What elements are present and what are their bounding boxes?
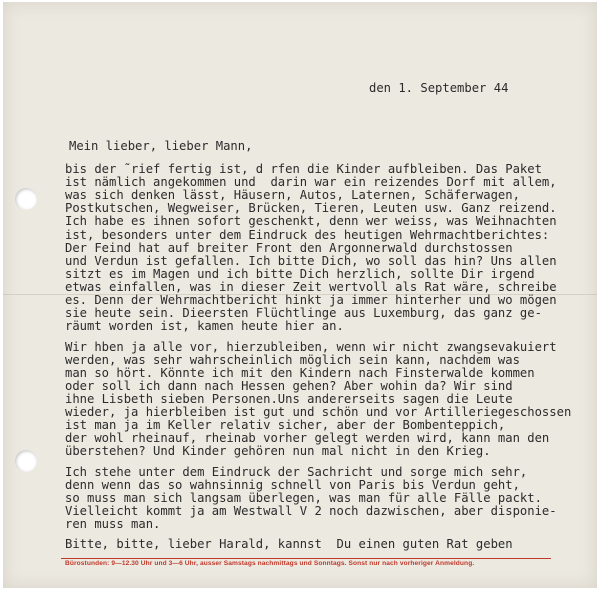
letter-line: ihne Lisbeth sieben Personen.Uns andererseits sagen die Leute (65, 391, 513, 406)
letter-line: und Verdun ist gefallen. Ich bitte Dich, wo soll das hin? Uns allen (65, 253, 557, 268)
letter-line: ren muss man. (65, 517, 161, 531)
letter-line: Ich habe es ihnen sofort geschenkt, denn wer weiss, was Weihnachten (65, 214, 557, 229)
letter-line: werden, was sehr wahrscheinlich möglich sein kann, nachdem was (65, 352, 520, 367)
footer-rule (61, 558, 551, 559)
letter-line: der wohl rheinauf, rheinab vorher gelegt werden wird, kann man den (65, 431, 550, 446)
letter-line: Wir hben ja alle vor, hierzubleiben, wenn wir nicht zwangsevakuiert (65, 339, 557, 354)
letter-line: überstehen? Und Kinder gehören nun mal nicht in den Krieg. (65, 444, 491, 459)
letter-line: Bitte, bitte, lieber Harald, kannst Du einen guten Rat geben (65, 537, 513, 552)
letter-line: wieder, ja hierbleiben ist gut und schön und vor Artilleriegeschossen (65, 405, 572, 419)
letter-page (3, 2, 597, 588)
letter-line: Ich stehe unter dem Eindruck der Sachricht und sorge mich sehr, (65, 464, 528, 479)
letter-line: denn wenn das so wahnsinnig schnell von Paris bis Verdun geht, (65, 477, 520, 492)
letter-line: Vielleicht kommt ja am Westwall V 2 noch dazwischen, aber disponie- (65, 503, 557, 518)
punch-hole-bottom (15, 450, 37, 472)
letter-date: den 1. September 44 (369, 81, 509, 95)
letter-line: ist man ja im Keller relativ sicher, aber der Bombenteppich, (65, 418, 506, 433)
letter-line: ist, besonders unter dem Eindruck des heutigen Wehrmachtberichtes: (65, 227, 550, 242)
letter-line: Postkutschen, Wegweiser, Brücken, Tieren, Leuten usw. Ganz reizend. (65, 201, 557, 216)
punch-hole-top (15, 188, 37, 210)
letter-line: etwas einfallen, was in dieser Zeit wertvoll als Rat wäre, schreibe (65, 279, 557, 294)
office-hours-note: Bürostunden: 9—12.30 Uhr und 3—6 Uhr, ausser Samstags nachmittags und Sonntags. Sonst nur nach vorheriger Anmeldung. (65, 560, 475, 567)
letter-line: so muss man sich langsam überlegen, was man für alle Fälle packt. (65, 490, 542, 505)
letter-line: oder soll ich dann nach Hessen gehen? Aber wohin da? Wir sind (65, 378, 513, 393)
letter-line: was sich denken lässt, Häusern, Autos, Laternen, Schäferwagen, (65, 188, 520, 203)
letter-line: man so hört. Könnte ich mit den Kindern nach Finsterwalde kommen (65, 365, 535, 380)
letter-line: Der Feind hat auf breiter Front den Argonnerwald durchstossen (65, 240, 513, 255)
letter-line: räumt worden ist, kamen heute hier an. (65, 319, 344, 334)
letter-line: sie heute sein. Dieersten Flüchtlinge aus Luxemburg, das ganz ge- (65, 306, 542, 321)
letter-line: es. Denn der Wehrmachtbericht hinkt ja immer hinterher und wo mögen (65, 293, 557, 307)
letter-line: ist nämlich angekommen und darin war ein reizendes Dorf mit allem, (65, 175, 557, 190)
letter-line: sitzt es im Magen und ich bitte Dich herzlich, sollte Dir irgend (65, 266, 535, 281)
salutation: Mein lieber, lieber Mann, (69, 139, 253, 153)
letter-line: bis der ˜rief fertig ist, d rfen die Kinder aufbleiben. Das Paket (65, 162, 542, 176)
